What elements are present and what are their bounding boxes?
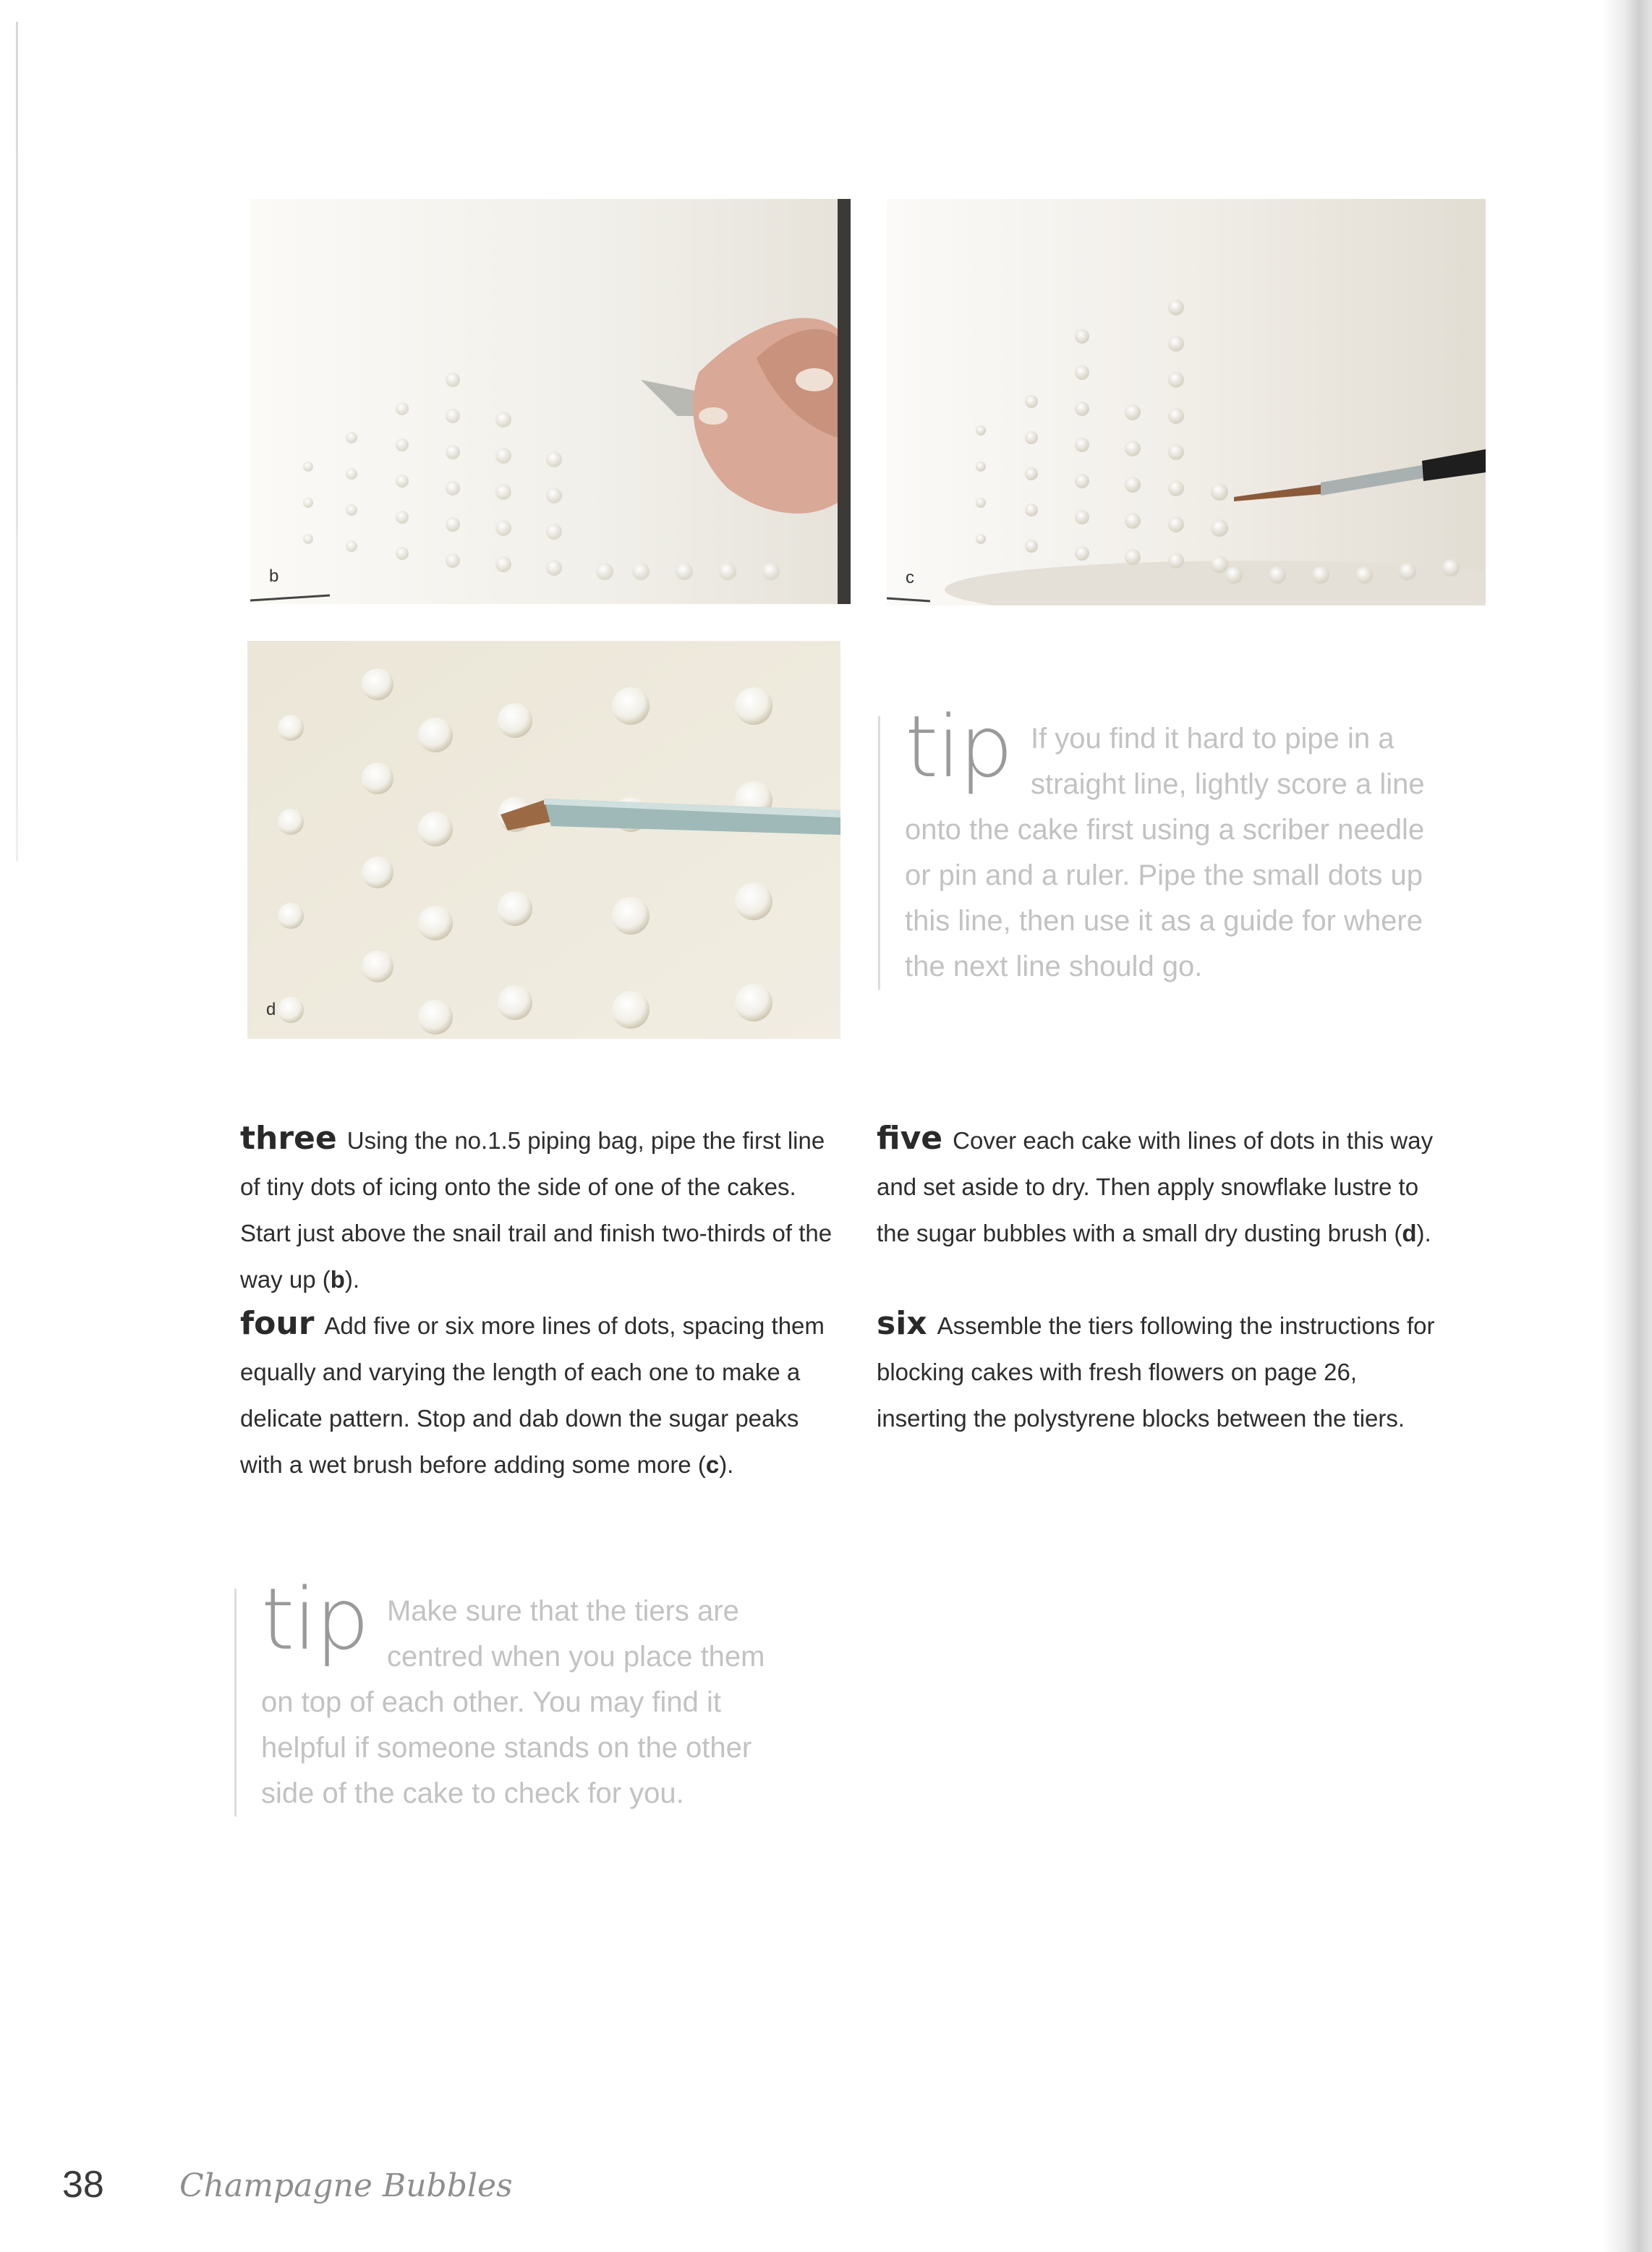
step-text-end: ). xyxy=(344,1266,360,1293)
photo-label-b: b xyxy=(269,566,279,586)
photo-d-lustre xyxy=(247,641,840,1039)
step-text: Assemble the tiers following the instructions for blocking cakes with fresh flowers on page 26, inserting the polystyrene blocks between the tiers. xyxy=(877,1312,1435,1432)
tip-heading: tip xyxy=(905,697,1012,796)
figure-ref: c xyxy=(705,1451,720,1478)
photo-c-brush xyxy=(887,199,1486,606)
tip-text: If you find it hard to pipe in a straight line, lightly score a line onto the cake first using a scriber needle or pin and a ruler. Pipe the small dots up this line, then use it as a guide for where the next line should go. xyxy=(905,723,1425,982)
step-number: four xyxy=(240,1305,315,1342)
running-title: Champagne Bubbles xyxy=(179,2167,513,2204)
step-text: Add five or six more lines of dots, spacing them equally and varying the length of each one to make a delicate pattern. Stop and dab down the sugar peaks with a wet brush before adding some more ( xyxy=(240,1312,825,1478)
step-four xyxy=(240,1301,840,1488)
step-text: Using the no.1.5 piping bag, pipe the first line of tiny dots of icing onto the side of one of the cakes. Start just above the snail trail and finish two-thirds of the way up ( xyxy=(240,1127,833,1293)
photo-b-piping xyxy=(250,199,851,604)
step-number: six xyxy=(877,1305,927,1342)
binding-shadow xyxy=(1601,0,1652,2252)
step-text-end: ). xyxy=(719,1451,734,1478)
step-five xyxy=(877,1116,1448,1257)
tip-heading: tip xyxy=(261,1569,368,1669)
photo-label-d: d xyxy=(266,1000,276,1019)
step-text-end: ). xyxy=(1416,1220,1431,1246)
page-number: 38 xyxy=(62,2164,104,2206)
figure-ref: d xyxy=(1402,1220,1417,1246)
step-three xyxy=(240,1116,840,1303)
photo-label-c: c xyxy=(906,568,914,587)
step-number: five xyxy=(877,1120,943,1157)
tip-box-top xyxy=(878,697,1447,990)
tip-text: Make sure that the tiers are centred when you place them on top of each other. You may find it helpful if someone stands on the other side of the cake to check for you. xyxy=(261,1595,765,1809)
page-edge xyxy=(16,22,18,861)
tip-box-bottom xyxy=(234,1569,767,1817)
step-number: three xyxy=(240,1120,337,1157)
step-text: Cover each cake with lines of dots in this way and set aside to dry. Then apply snowflake lustre to the sugar bubbles with a small dry dusting brush ( xyxy=(877,1127,1434,1246)
step-six xyxy=(877,1301,1448,1442)
figure-ref: b xyxy=(330,1266,345,1293)
